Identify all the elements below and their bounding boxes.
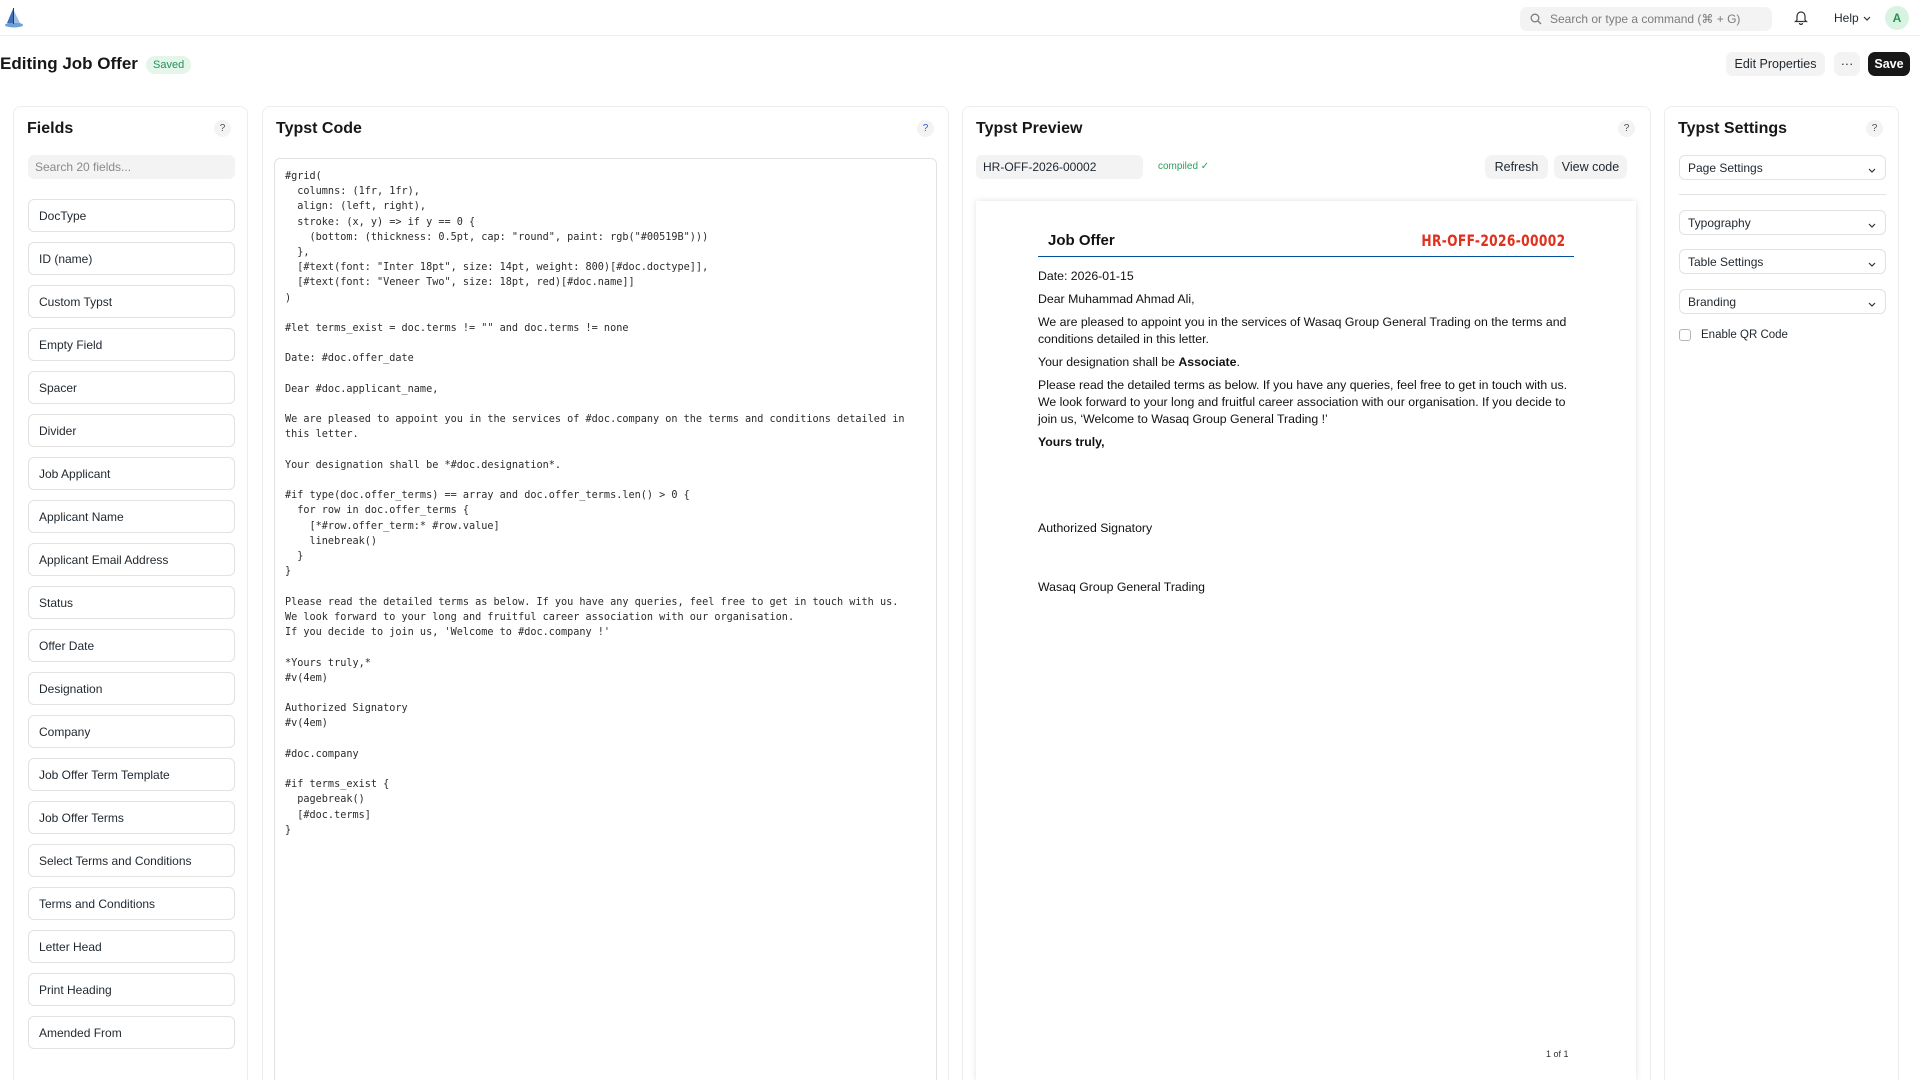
field-item[interactable]: Custom Typst (28, 285, 235, 318)
doc-closing: Yours truly, (1038, 435, 1105, 449)
field-item[interactable]: Divider (28, 414, 235, 447)
branding-label: Branding (1688, 294, 1737, 309)
edit-properties-button[interactable]: Edit Properties (1726, 52, 1825, 76)
designation-suffix: . (1236, 355, 1240, 369)
field-item[interactable]: DocType (28, 199, 235, 232)
page-title: Editing Job Offer (0, 54, 138, 73)
field-item[interactable]: Designation (28, 672, 235, 705)
typst-preview-panel (962, 106, 1651, 1080)
compiled-status: compiled ✓ (1158, 161, 1210, 172)
fields-panel (13, 106, 248, 1080)
typst-settings-panel (1664, 106, 1899, 1080)
qr-code-checkbox[interactable] (1679, 329, 1691, 341)
preview-page (976, 201, 1636, 1080)
doc-doctype: Job Offer (1048, 232, 1115, 249)
refresh-button[interactable]: Refresh (1485, 155, 1548, 179)
search-placeholder: Search or type a command (⌘ + G) (1550, 12, 1741, 26)
notification-bell-icon[interactable] (1794, 9, 1808, 28)
fields-help-icon[interactable]: ? (214, 120, 231, 137)
field-item[interactable]: Job Offer Term Template (28, 758, 235, 791)
field-item[interactable]: Select Terms and Conditions (28, 844, 235, 877)
chevron-down-icon (1868, 257, 1876, 271)
table-settings-label: Table Settings (1688, 254, 1764, 269)
field-item[interactable]: Company (28, 715, 235, 748)
fields-search-input[interactable]: Search 20 fields... (28, 155, 235, 179)
search-icon (1530, 13, 1542, 28)
designation-value: Associate (1178, 355, 1237, 369)
field-item[interactable]: Job Applicant (28, 457, 235, 490)
page-settings-select[interactable] (1679, 155, 1886, 180)
field-item[interactable]: Terms and Conditions (28, 887, 235, 920)
status-badge: Saved (146, 56, 191, 74)
page-number: 1 of 1 (1546, 1049, 1569, 1059)
preview-help-icon[interactable]: ? (1618, 120, 1635, 137)
field-item[interactable]: Job Offer Terms (28, 801, 235, 834)
doc-header (1038, 231, 1574, 257)
chevron-down-icon (1868, 218, 1876, 232)
table-settings-select[interactable] (1679, 249, 1886, 274)
code-help-icon[interactable]: ? (917, 120, 934, 137)
more-actions-button[interactable]: ··· (1834, 52, 1860, 76)
doc-paragraph-1: We are pleased to appoint you in the services of Wasaq Group General Trading on the terms and conditions detailed in this letter. (1038, 315, 1567, 346)
branding-select[interactable] (1679, 289, 1886, 314)
doc-body (1038, 268, 1583, 457)
code-editor[interactable] (274, 158, 937, 1080)
user-avatar[interactable]: A (1885, 6, 1909, 30)
settings-panel-title: Typst Settings (1678, 120, 1788, 137)
typography-select[interactable] (1679, 210, 1886, 235)
field-item[interactable]: Empty Field (28, 328, 235, 361)
field-item[interactable]: Applicant Name (28, 500, 235, 533)
doc-name: HR-OFF-2026-00002 (1420, 231, 1565, 250)
typography-label: Typography (1688, 215, 1751, 230)
help-dropdown[interactable] (1834, 11, 1871, 25)
chevron-down-icon (1868, 297, 1876, 311)
field-item[interactable]: Print Heading (28, 973, 235, 1006)
doc-greeting: Dear Muhammad Ahmad Ali, (1038, 292, 1195, 306)
field-item[interactable]: Offer Date (28, 629, 235, 662)
navbar (0, 0, 1920, 36)
fields-panel-title: Fields (27, 120, 74, 137)
field-item[interactable]: Spacer (28, 371, 235, 404)
chevron-down-icon (1868, 163, 1876, 177)
designation-prefix: Your designation shall be (1038, 355, 1179, 369)
field-item[interactable]: Applicant Email Address (28, 543, 235, 576)
save-button[interactable]: Save (1868, 52, 1910, 76)
code-panel-title: Typst Code (276, 120, 362, 137)
typst-code-panel (262, 106, 949, 1080)
doc-company: Wasaq Group General Trading (1038, 580, 1206, 594)
chevron-down-icon (1863, 11, 1871, 25)
view-code-button[interactable]: View code (1554, 155, 1627, 179)
code-content[interactable]: #grid( columns: (1fr, 1fr), align: (left, right), stroke: (x, y) => if y == 0 { (bottom: (thickness: 0.5pt, cap: "round", paint: rgb("#00519B"))) }, [#text(font: "Inter 18pt", size: 14pt, weight: 800)[#doc.doctype]], [#text(font: "Veneer Two", size: 18pt, red)[#doc.name]] ) #let terms_exist = doc.terms != "" and doc.terms != none Date: #doc.offer_date Dear #doc.applicant_name, We are pleased to appoint you in the services of #doc.company on the terms and conditions detailed in this letter. Your designation shall be *#doc.designation*. #if type(doc.offer_terms) == array and doc.offer_terms.len() > 0 { for row in doc.offer_terms { [*#row.offer_term:* #row.value] linebreak() } } Please read the detailed terms as below. If you have any queries, feel free to get in touch with us. We look forward to your long and fruitful career association with our organisation. If you decide to join us, 'Welcome to #doc.company !' *Yours truly,* #v(4em) Authorized Signatory #v(4em) #doc.company #if terms_exist { pagebreak() [#doc.terms] } (285, 171, 905, 836)
doc-date: Date: 2026-01-15 (1038, 269, 1134, 283)
field-list (28, 199, 235, 1059)
enable-qr-code-toggle[interactable] (1679, 329, 1788, 341)
doc-signatory: Authorized Signatory (1038, 521, 1153, 535)
settings-divider (1679, 194, 1886, 195)
help-label: Help (1834, 11, 1859, 25)
doc-paragraph-2: Please read the detailed terms as below. If you have any queries, feel free to get in touch with us. We look forward to your long and fruitful career association with our organisation. If you decide to join us, ‘Welcome to Wasaq Group General Trading !’ (1038, 378, 1568, 426)
preview-panel-title: Typst Preview (976, 120, 1083, 137)
field-item[interactable]: Status (28, 586, 235, 619)
settings-help-icon[interactable]: ? (1866, 120, 1883, 137)
field-item[interactable]: ID (name) (28, 242, 235, 275)
field-item[interactable]: Letter Head (28, 930, 235, 963)
qr-code-label: Enable QR Code (1701, 329, 1788, 341)
global-search-input[interactable] (1520, 7, 1772, 31)
page-settings-label: Page Settings (1688, 160, 1763, 175)
doc-designation-line (1038, 354, 1583, 371)
app-logo-icon[interactable] (4, 6, 24, 28)
field-item[interactable]: Amended From (28, 1016, 235, 1049)
preview-doc-select[interactable]: HR-OFF-2026-00002 (976, 155, 1143, 179)
